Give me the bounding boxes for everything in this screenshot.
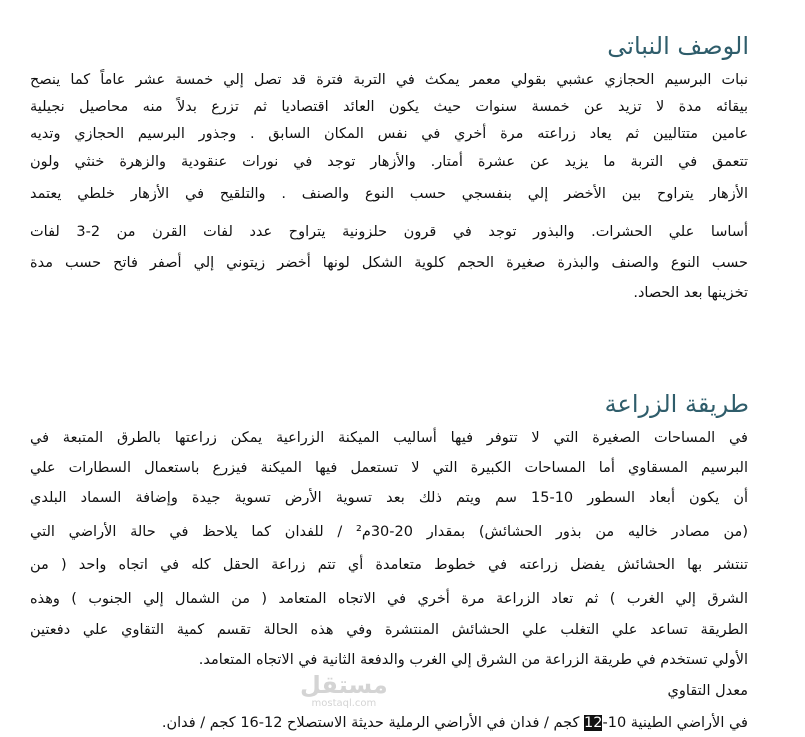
section-title-planting-method: طريقة الزراعة xyxy=(604,390,749,418)
text-line: في المساحات الصغيرة التي لا تتوفر فيها أساليب الميكنة الزراعية يمكن زراعتها بالطرق المتبعة في xyxy=(30,430,748,446)
text-line: الأزهار يتراوح بين الأخضر إلي بنفسجي حسب النوع والصنف . والتلقيح في الأزهار خلطي يعتمد xyxy=(30,186,748,202)
text-line: البرسيم المسقاوي أما المساحات الكبيرة التي لا تستعمل فيها الميكنة فيزرع باستعمال السطارات علي xyxy=(30,460,748,476)
text-line: الشرق إلي الغرب ) ثم تعاد الزراعة مرة أخري في الاتجاه المتعامد ( من الشمال إلي الجنوب ) وهذه xyxy=(30,591,748,607)
text-line: (من مصادر خاليه من بذور الحشائش) بمقدار 20-30م² / للفدان كما يلاحظ في حالة الأراضي التي xyxy=(30,524,748,540)
text-line: أن يكون أبعاد السطور 10-15 سم ويتم ذلك بعد تسوية الأرض تسوية جيدة وإضافة السماد البلدي xyxy=(30,490,748,506)
text-line: عامين متتاليين ثم يعاد زراعته مرة أخري في نفس المكان السابق . وجذور البرسيم الحجازي وتديه xyxy=(30,126,748,142)
text-line: تتعمق في التربة ما يزيد عن عشرة أمتار. والأزهار توجد في نورات عنقودية والزهرة خنثي ولون xyxy=(30,154,748,170)
text-span: كجم / فدان في الأراضي الرملية حديثة الاستصلاح 12-16 كجم / فدان. xyxy=(161,715,585,731)
text-line: الأولي تستخدم في طريقة الزراعة من الشرق إلي الغرب والدفعة الثانية في الاتجاه المتعامد. xyxy=(198,652,748,668)
seed-rate-line xyxy=(30,713,748,733)
watermark-latin: mostaql.com xyxy=(311,698,377,709)
text-line: حسب النوع والصنف والبذرة صغيرة الحجم كلوية الشكل لونها أخضر زيتوني إلي أصفر فاتح حسب مدة xyxy=(30,255,748,271)
text-line: الطريقة تساعد علي التغلب علي الحشائش المنتشرة وفي هذه الحالة تقسم كمية التقاوي علي دفعتين xyxy=(30,622,748,638)
text-line: تخزينها بعد الحصاد. xyxy=(633,285,748,301)
text-span: في الأراضي الطينية 10- xyxy=(602,715,748,731)
text-line: أساسا علي الحشرات. والبذور توجد في قرون حلزونية يتراوح عدد لفات القرن من 2-3 لفات xyxy=(30,224,748,240)
section-title-plant-description: الوصف النباتى xyxy=(607,32,749,60)
text-line: بيقائه مدة لا تزيد عن خمسة سنوات حيث يكون العائد اقتصاديا ثم تزرع بدلاً منه محاصيل نجيلية xyxy=(30,99,748,115)
subheading-seed-rate: معدل التقاوي xyxy=(667,683,748,699)
text-line: نبات البرسيم الحجازي عشبي بقولي معمر يمكث في التربة فترة قد تصل إلي خمسة عشر عاماً كما ينصح xyxy=(30,72,748,88)
watermark-logo xyxy=(300,672,388,710)
text-line: تنتشر بها الحشائش يفضل زراعته في خطوط متعامدة أي تتم زراعة الحقل كله في اتجاه واحد ( من xyxy=(30,557,748,573)
watermark-arabic: مستقل xyxy=(300,671,388,699)
text-cursor-highlight[interactable]: 12 xyxy=(584,715,603,731)
